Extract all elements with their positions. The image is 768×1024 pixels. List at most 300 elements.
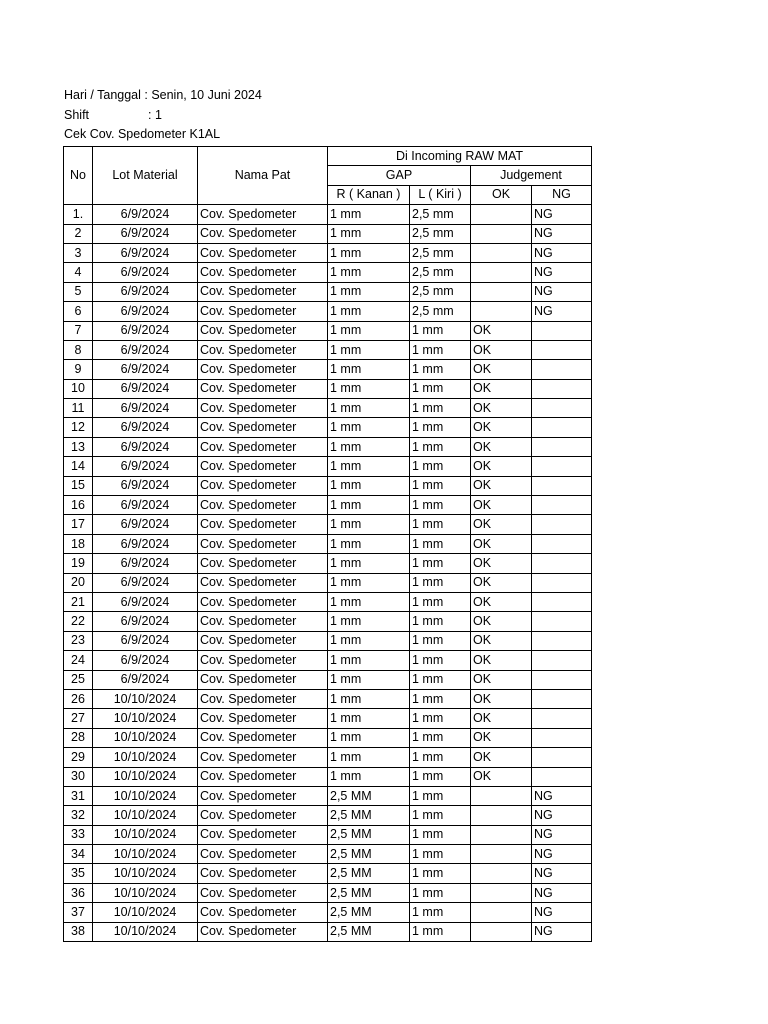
cell-l: 1 mm bbox=[410, 437, 471, 456]
cell-l: 1 mm bbox=[410, 554, 471, 573]
cell-l: 2,5 mm bbox=[410, 224, 471, 243]
col-name-header: Nama Pat bbox=[198, 147, 328, 205]
cell-name: Cov. Spedometer bbox=[198, 825, 328, 844]
cell-lot: 6/9/2024 bbox=[93, 282, 198, 301]
table-row bbox=[64, 360, 592, 379]
cell-ok bbox=[471, 282, 532, 301]
cell-ok: OK bbox=[471, 709, 532, 728]
table-row bbox=[64, 573, 592, 592]
cell-l: 1 mm bbox=[410, 418, 471, 437]
cell-name: Cov. Spedometer bbox=[198, 554, 328, 573]
cell-r: 1 mm bbox=[328, 534, 410, 553]
table-row bbox=[64, 534, 592, 553]
cell-no: 14 bbox=[64, 457, 93, 476]
cell-no: 11 bbox=[64, 399, 93, 418]
cell-no: 32 bbox=[64, 806, 93, 825]
table-row bbox=[64, 379, 592, 398]
cell-r: 1 mm bbox=[328, 689, 410, 708]
cell-ng: NG bbox=[532, 903, 592, 922]
table-row bbox=[64, 592, 592, 611]
cell-ok: OK bbox=[471, 592, 532, 611]
table-row bbox=[64, 689, 592, 708]
cell-ok: OK bbox=[471, 767, 532, 786]
cell-r: 1 mm bbox=[328, 631, 410, 650]
cell-ng bbox=[532, 612, 592, 631]
cell-no: 10 bbox=[64, 379, 93, 398]
cell-ng bbox=[532, 573, 592, 592]
table-row bbox=[64, 205, 592, 224]
cell-name: Cov. Spedometer bbox=[198, 573, 328, 592]
cell-name: Cov. Spedometer bbox=[198, 263, 328, 282]
cell-r: 2,5 MM bbox=[328, 864, 410, 883]
cell-no: 15 bbox=[64, 476, 93, 495]
cell-ok: OK bbox=[471, 418, 532, 437]
cell-ok bbox=[471, 883, 532, 902]
cell-name: Cov. Spedometer bbox=[198, 379, 328, 398]
cell-ok bbox=[471, 806, 532, 825]
cell-l: 1 mm bbox=[410, 864, 471, 883]
cell-lot: 6/9/2024 bbox=[93, 554, 198, 573]
cell-no: 34 bbox=[64, 845, 93, 864]
cell-ng bbox=[532, 767, 592, 786]
cell-name: Cov. Spedometer bbox=[198, 476, 328, 495]
cell-ok: OK bbox=[471, 360, 532, 379]
cell-l: 1 mm bbox=[410, 573, 471, 592]
cell-lot: 6/9/2024 bbox=[93, 321, 198, 340]
cell-name: Cov. Spedometer bbox=[198, 748, 328, 767]
cell-ok: OK bbox=[471, 534, 532, 553]
shift-line bbox=[64, 106, 262, 126]
col-ng-header: NG bbox=[532, 185, 592, 204]
cell-no: 36 bbox=[64, 883, 93, 902]
table-row bbox=[64, 825, 592, 844]
cell-ng: NG bbox=[532, 883, 592, 902]
cell-lot: 6/9/2024 bbox=[93, 592, 198, 611]
cell-l: 1 mm bbox=[410, 825, 471, 844]
cell-l: 1 mm bbox=[410, 515, 471, 534]
cell-no: 21 bbox=[64, 592, 93, 611]
cell-l: 1 mm bbox=[410, 845, 471, 864]
cell-no: 17 bbox=[64, 515, 93, 534]
table-row bbox=[64, 631, 592, 650]
cell-lot: 6/9/2024 bbox=[93, 263, 198, 282]
cell-name: Cov. Spedometer bbox=[198, 883, 328, 902]
cell-lot: 10/10/2024 bbox=[93, 845, 198, 864]
cell-l: 1 mm bbox=[410, 612, 471, 631]
cell-lot: 6/9/2024 bbox=[93, 631, 198, 650]
cell-lot: 10/10/2024 bbox=[93, 728, 198, 747]
cell-name: Cov. Spedometer bbox=[198, 786, 328, 805]
gap-header: GAP bbox=[328, 166, 471, 185]
cell-r: 2,5 MM bbox=[328, 806, 410, 825]
cell-lot: 6/9/2024 bbox=[93, 224, 198, 243]
cell-ng bbox=[532, 437, 592, 456]
cell-ng bbox=[532, 554, 592, 573]
cell-r: 1 mm bbox=[328, 340, 410, 359]
cell-ng: NG bbox=[532, 243, 592, 262]
cell-l: 1 mm bbox=[410, 476, 471, 495]
cell-r: 1 mm bbox=[328, 709, 410, 728]
cell-name: Cov. Spedometer bbox=[198, 689, 328, 708]
cell-lot: 10/10/2024 bbox=[93, 864, 198, 883]
cell-ok: OK bbox=[471, 689, 532, 708]
cell-no: 37 bbox=[64, 903, 93, 922]
cell-l: 1 mm bbox=[410, 709, 471, 728]
table-row bbox=[64, 864, 592, 883]
check-title: Cek Cov. Spedometer K1AL bbox=[64, 127, 221, 141]
cell-lot: 10/10/2024 bbox=[93, 825, 198, 844]
table-row bbox=[64, 748, 592, 767]
cell-no: 7 bbox=[64, 321, 93, 340]
cell-name: Cov. Spedometer bbox=[198, 302, 328, 321]
cell-r: 1 mm bbox=[328, 282, 410, 301]
cell-ok: OK bbox=[471, 457, 532, 476]
cell-r: 1 mm bbox=[328, 205, 410, 224]
cell-no: 38 bbox=[64, 922, 93, 941]
cell-r: 1 mm bbox=[328, 651, 410, 670]
cell-ng bbox=[532, 360, 592, 379]
cell-r: 1 mm bbox=[328, 573, 410, 592]
cell-no: 22 bbox=[64, 612, 93, 631]
cell-ng: NG bbox=[532, 205, 592, 224]
cell-l: 1 mm bbox=[410, 496, 471, 515]
cell-name: Cov. Spedometer bbox=[198, 806, 328, 825]
cell-l: 1 mm bbox=[410, 883, 471, 902]
table-row bbox=[64, 476, 592, 495]
cell-r: 1 mm bbox=[328, 321, 410, 340]
table-header bbox=[64, 147, 592, 205]
cell-l: 1 mm bbox=[410, 592, 471, 611]
table-row bbox=[64, 786, 592, 805]
cell-no: 31 bbox=[64, 786, 93, 805]
cell-r: 2,5 MM bbox=[328, 883, 410, 902]
cell-l: 1 mm bbox=[410, 379, 471, 398]
table-row bbox=[64, 806, 592, 825]
cell-no: 23 bbox=[64, 631, 93, 650]
cell-ok: OK bbox=[471, 437, 532, 456]
date-line: Hari / Tanggal : Senin, 10 Juni 2024 bbox=[64, 88, 262, 102]
cell-lot: 6/9/2024 bbox=[93, 379, 198, 398]
cell-no: 3 bbox=[64, 243, 93, 262]
document-header bbox=[64, 86, 262, 145]
cell-ng bbox=[532, 457, 592, 476]
cell-lot: 6/9/2024 bbox=[93, 457, 198, 476]
cell-lot: 6/9/2024 bbox=[93, 612, 198, 631]
cell-r: 1 mm bbox=[328, 243, 410, 262]
cell-ng: NG bbox=[532, 263, 592, 282]
cell-l: 1 mm bbox=[410, 748, 471, 767]
cell-name: Cov. Spedometer bbox=[198, 592, 328, 611]
cell-no: 24 bbox=[64, 651, 93, 670]
cell-l: 1 mm bbox=[410, 534, 471, 553]
cell-ok: OK bbox=[471, 340, 532, 359]
shift-label: Shift bbox=[64, 107, 90, 122]
cell-ng bbox=[532, 631, 592, 650]
cell-no: 4 bbox=[64, 263, 93, 282]
cell-lot: 10/10/2024 bbox=[93, 903, 198, 922]
cell-no: 33 bbox=[64, 825, 93, 844]
cell-ok bbox=[471, 786, 532, 805]
cell-ok bbox=[471, 263, 532, 282]
table-row bbox=[64, 612, 592, 631]
cell-no: 5 bbox=[64, 282, 93, 301]
cell-r: 2,5 MM bbox=[328, 922, 410, 941]
cell-name: Cov. Spedometer bbox=[198, 845, 328, 864]
cell-r: 1 mm bbox=[328, 476, 410, 495]
cell-l: 2,5 mm bbox=[410, 243, 471, 262]
cell-no: 1. bbox=[64, 205, 93, 224]
table-row bbox=[64, 321, 592, 340]
cell-ng bbox=[532, 689, 592, 708]
table-row bbox=[64, 282, 592, 301]
cell-r: 2,5 MM bbox=[328, 903, 410, 922]
cell-r: 1 mm bbox=[328, 302, 410, 321]
cell-name: Cov. Spedometer bbox=[198, 631, 328, 650]
cell-ng bbox=[532, 321, 592, 340]
cell-no: 18 bbox=[64, 534, 93, 553]
cell-lot: 10/10/2024 bbox=[93, 689, 198, 708]
cell-no: 27 bbox=[64, 709, 93, 728]
cell-ng bbox=[532, 379, 592, 398]
cell-lot: 6/9/2024 bbox=[93, 399, 198, 418]
inspection-table bbox=[63, 146, 592, 942]
cell-ok bbox=[471, 922, 532, 941]
cell-ok: OK bbox=[471, 748, 532, 767]
cell-ok: OK bbox=[471, 670, 532, 689]
cell-ok bbox=[471, 903, 532, 922]
cell-lot: 6/9/2024 bbox=[93, 534, 198, 553]
cell-name: Cov. Spedometer bbox=[198, 864, 328, 883]
table-row bbox=[64, 515, 592, 534]
cell-ng: NG bbox=[532, 224, 592, 243]
table-row bbox=[64, 709, 592, 728]
cell-ok: OK bbox=[471, 379, 532, 398]
cell-lot: 6/9/2024 bbox=[93, 360, 198, 379]
table-row bbox=[64, 903, 592, 922]
cell-no: 28 bbox=[64, 728, 93, 747]
cell-ng: NG bbox=[532, 825, 592, 844]
cell-r: 1 mm bbox=[328, 418, 410, 437]
cell-name: Cov. Spedometer bbox=[198, 515, 328, 534]
cell-lot: 10/10/2024 bbox=[93, 748, 198, 767]
cell-l: 1 mm bbox=[410, 321, 471, 340]
cell-lot: 10/10/2024 bbox=[93, 806, 198, 825]
cell-l: 1 mm bbox=[410, 651, 471, 670]
cell-ok: OK bbox=[471, 573, 532, 592]
cell-lot: 6/9/2024 bbox=[93, 496, 198, 515]
cell-lot: 10/10/2024 bbox=[93, 767, 198, 786]
cell-r: 1 mm bbox=[328, 263, 410, 282]
cell-l: 1 mm bbox=[410, 340, 471, 359]
cell-name: Cov. Spedometer bbox=[198, 243, 328, 262]
col-no-header: No bbox=[64, 147, 93, 205]
cell-l: 2,5 mm bbox=[410, 205, 471, 224]
cell-ng: NG bbox=[532, 922, 592, 941]
cell-no: 16 bbox=[64, 496, 93, 515]
cell-ok: OK bbox=[471, 321, 532, 340]
cell-r: 1 mm bbox=[328, 496, 410, 515]
cell-no: 12 bbox=[64, 418, 93, 437]
cell-name: Cov. Spedometer bbox=[198, 670, 328, 689]
cell-r: 2,5 MM bbox=[328, 786, 410, 805]
cell-name: Cov. Spedometer bbox=[198, 360, 328, 379]
table-row bbox=[64, 845, 592, 864]
cell-name: Cov. Spedometer bbox=[198, 767, 328, 786]
cell-name: Cov. Spedometer bbox=[198, 651, 328, 670]
cell-ng bbox=[532, 496, 592, 515]
table-row bbox=[64, 670, 592, 689]
cell-lot: 6/9/2024 bbox=[93, 476, 198, 495]
cell-no: 6 bbox=[64, 302, 93, 321]
cell-ok bbox=[471, 864, 532, 883]
table-row bbox=[64, 243, 592, 262]
cell-no: 19 bbox=[64, 554, 93, 573]
cell-lot: 6/9/2024 bbox=[93, 515, 198, 534]
cell-ok: OK bbox=[471, 515, 532, 534]
table-row bbox=[64, 224, 592, 243]
cell-ok: OK bbox=[471, 476, 532, 495]
table-row bbox=[64, 496, 592, 515]
cell-r: 1 mm bbox=[328, 515, 410, 534]
cell-r: 1 mm bbox=[328, 592, 410, 611]
col-l-header: L ( Kiri ) bbox=[410, 185, 471, 204]
cell-name: Cov. Spedometer bbox=[198, 903, 328, 922]
cell-r: 2,5 MM bbox=[328, 825, 410, 844]
group-header: Di Incoming RAW MAT bbox=[328, 147, 592, 166]
cell-r: 1 mm bbox=[328, 612, 410, 631]
cell-name: Cov. Spedometer bbox=[198, 534, 328, 553]
cell-ng bbox=[532, 340, 592, 359]
cell-l: 1 mm bbox=[410, 631, 471, 650]
cell-no: 25 bbox=[64, 670, 93, 689]
cell-ng: NG bbox=[532, 282, 592, 301]
table-row bbox=[64, 263, 592, 282]
shift-value: : 1 bbox=[148, 107, 162, 122]
cell-ok bbox=[471, 825, 532, 844]
cell-lot: 6/9/2024 bbox=[93, 340, 198, 359]
cell-no: 2 bbox=[64, 224, 93, 243]
cell-lot: 6/9/2024 bbox=[93, 302, 198, 321]
cell-lot: 10/10/2024 bbox=[93, 922, 198, 941]
cell-ng: NG bbox=[532, 845, 592, 864]
table-row bbox=[64, 767, 592, 786]
judgement-header: Judgement bbox=[471, 166, 592, 185]
cell-l: 1 mm bbox=[410, 399, 471, 418]
cell-r: 1 mm bbox=[328, 224, 410, 243]
cell-l: 1 mm bbox=[410, 728, 471, 747]
cell-r: 1 mm bbox=[328, 554, 410, 573]
cell-ng: NG bbox=[532, 806, 592, 825]
cell-l: 2,5 mm bbox=[410, 302, 471, 321]
cell-no: 13 bbox=[64, 437, 93, 456]
cell-l: 1 mm bbox=[410, 360, 471, 379]
table-row bbox=[64, 418, 592, 437]
cell-l: 1 mm bbox=[410, 670, 471, 689]
cell-l: 1 mm bbox=[410, 457, 471, 476]
table-row bbox=[64, 399, 592, 418]
cell-ok: OK bbox=[471, 496, 532, 515]
cell-ng bbox=[532, 399, 592, 418]
cell-name: Cov. Spedometer bbox=[198, 922, 328, 941]
cell-ok bbox=[471, 205, 532, 224]
cell-ng bbox=[532, 592, 592, 611]
table-row bbox=[64, 554, 592, 573]
cell-lot: 6/9/2024 bbox=[93, 670, 198, 689]
cell-ok bbox=[471, 243, 532, 262]
table-row bbox=[64, 340, 592, 359]
cell-lot: 6/9/2024 bbox=[93, 205, 198, 224]
cell-ok: OK bbox=[471, 651, 532, 670]
cell-ok: OK bbox=[471, 728, 532, 747]
cell-name: Cov. Spedometer bbox=[198, 457, 328, 476]
cell-r: 1 mm bbox=[328, 767, 410, 786]
cell-l: 1 mm bbox=[410, 786, 471, 805]
cell-name: Cov. Spedometer bbox=[198, 418, 328, 437]
cell-r: 1 mm bbox=[328, 437, 410, 456]
cell-lot: 6/9/2024 bbox=[93, 651, 198, 670]
table-body bbox=[64, 205, 592, 942]
table-row bbox=[64, 883, 592, 902]
cell-ng bbox=[532, 709, 592, 728]
cell-ng bbox=[532, 670, 592, 689]
cell-ng bbox=[532, 476, 592, 495]
table-row bbox=[64, 728, 592, 747]
table-row bbox=[64, 651, 592, 670]
cell-ng: NG bbox=[532, 302, 592, 321]
table-row bbox=[64, 302, 592, 321]
cell-l: 1 mm bbox=[410, 806, 471, 825]
table-row bbox=[64, 457, 592, 476]
col-r-header: R ( Kanan ) bbox=[328, 185, 410, 204]
cell-no: 26 bbox=[64, 689, 93, 708]
cell-name: Cov. Spedometer bbox=[198, 282, 328, 301]
cell-lot: 10/10/2024 bbox=[93, 786, 198, 805]
cell-ng bbox=[532, 728, 592, 747]
cell-name: Cov. Spedometer bbox=[198, 496, 328, 515]
table-row bbox=[64, 437, 592, 456]
cell-ok: OK bbox=[471, 631, 532, 650]
cell-name: Cov. Spedometer bbox=[198, 205, 328, 224]
cell-r: 2,5 MM bbox=[328, 845, 410, 864]
cell-ok: OK bbox=[471, 612, 532, 631]
cell-name: Cov. Spedometer bbox=[198, 709, 328, 728]
cell-ng bbox=[532, 515, 592, 534]
cell-name: Cov. Spedometer bbox=[198, 399, 328, 418]
cell-lot: 6/9/2024 bbox=[93, 437, 198, 456]
cell-l: 1 mm bbox=[410, 903, 471, 922]
cell-ng bbox=[532, 534, 592, 553]
cell-no: 30 bbox=[64, 767, 93, 786]
cell-l: 1 mm bbox=[410, 767, 471, 786]
cell-no: 8 bbox=[64, 340, 93, 359]
cell-no: 20 bbox=[64, 573, 93, 592]
cell-r: 1 mm bbox=[328, 748, 410, 767]
cell-name: Cov. Spedometer bbox=[198, 612, 328, 631]
cell-no: 29 bbox=[64, 748, 93, 767]
cell-name: Cov. Spedometer bbox=[198, 224, 328, 243]
cell-no: 35 bbox=[64, 864, 93, 883]
table-row bbox=[64, 922, 592, 941]
cell-name: Cov. Spedometer bbox=[198, 321, 328, 340]
cell-name: Cov. Spedometer bbox=[198, 437, 328, 456]
cell-ok bbox=[471, 302, 532, 321]
cell-ok bbox=[471, 845, 532, 864]
cell-l: 1 mm bbox=[410, 922, 471, 941]
cell-lot: 10/10/2024 bbox=[93, 709, 198, 728]
cell-l: 2,5 mm bbox=[410, 263, 471, 282]
cell-ok: OK bbox=[471, 399, 532, 418]
cell-ng: NG bbox=[532, 864, 592, 883]
